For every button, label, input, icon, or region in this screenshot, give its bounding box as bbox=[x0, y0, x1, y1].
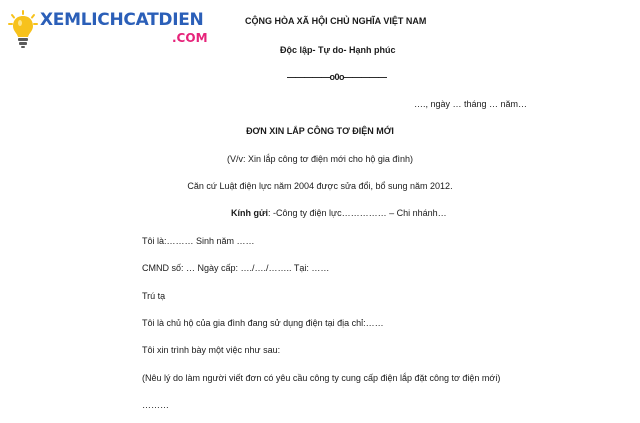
nation-heading: CỘNG HÒA XÃ HỘI CHỦ NGHĨA VIỆT NAM bbox=[245, 16, 427, 26]
separator-line: —————o0o————— bbox=[287, 72, 387, 82]
body-line-id-card: CMND số: … Ngày cấp: …./…./…….. Tại: …… bbox=[142, 263, 330, 273]
body-line-statement: Tôi xin trình bày một việc như sau: bbox=[142, 345, 281, 355]
recipient-label: Kính gửi bbox=[231, 208, 269, 218]
document-subject: (V/v: Xin lắp công tơ điện mới cho hộ gia đình) bbox=[227, 154, 413, 164]
date-line: …., ngày … tháng … năm… bbox=[414, 99, 528, 109]
legal-basis: Căn cứ Luật điện lực năm 2004 được sửa đổi, bổ sung năm 2012. bbox=[187, 181, 453, 191]
recipient-value: : -Công ty điện lực…………… – Chi nhánh… bbox=[268, 208, 447, 218]
lightbulb-icon bbox=[8, 10, 38, 50]
body-line-reason: (Nêu lý do làm người viết đơn có yêu cầu công ty cung cấp điện lắp đặt công tơ điện mới) bbox=[142, 373, 501, 383]
logo-domain-text: .COM bbox=[172, 31, 208, 45]
body-line-name: Tôi là:……… Sinh năm …… bbox=[142, 236, 255, 246]
body-line-address: Tôi là chủ hộ của gia đình đang sử dụng điện tại địa chỉ:…… bbox=[142, 318, 384, 328]
body-line-residence: Trú tạ bbox=[142, 291, 166, 301]
site-logo[interactable] bbox=[4, 4, 214, 50]
recipient-line bbox=[231, 208, 447, 219]
body-line-ellipsis: ……… bbox=[142, 400, 169, 410]
logo-text: XEMLICHCATDIEN bbox=[40, 10, 204, 30]
motto: Độc lập- Tự do- Hạnh phúc bbox=[280, 45, 396, 55]
document-title: ĐƠN XIN LẮP CÔNG TƠ ĐIỆN MỚI bbox=[246, 126, 394, 136]
